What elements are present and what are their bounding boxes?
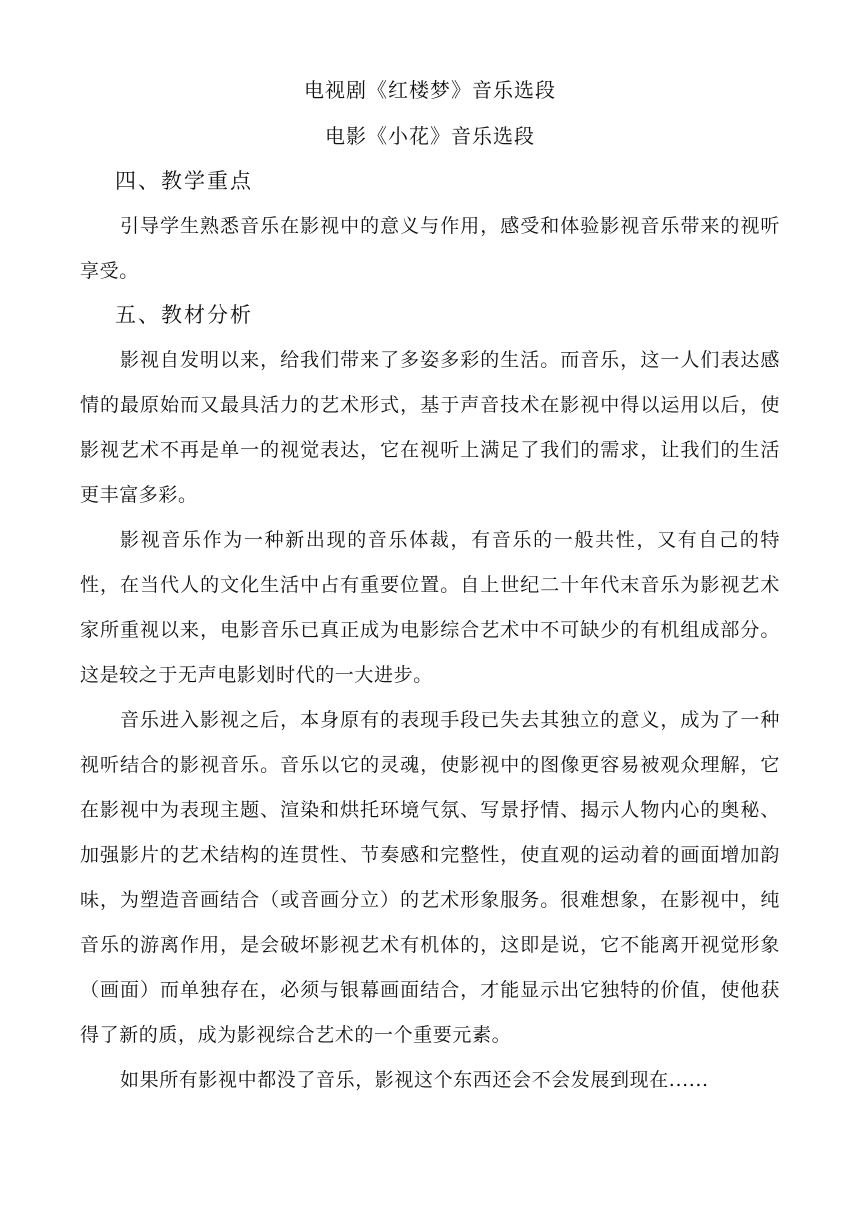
title-line-2: 电影《小花》音乐选段 [325,124,535,148]
section-5-paragraph-4: 如果所有影视中都没了音乐，影视这个东西还会不会发展到现在...... [120,1069,709,1091]
section-5-paragraph-3: 音乐进入影视之后，本身原有的表现手段已失去其独立的意义，成为了一种视听结合的影视音乐。音乐以它的灵魂，使影视中的图像更容易被观众理解，它在影视中为表现主题、渲染和烘托环境气氛、写景抒情、揭示人物内心的奥秘、加强影片的艺术结构的连贯性、节奏感和完整性，使直观的运动着的画面增加韵味，为塑造音画结合（或音画分立）的艺术形象服务。很难想象，在影视中，纯音乐的游离作用，是会破坏影视艺术有机体的，这即是说，它不能离开视觉形象（画面）而单独存在，必须与银幕画面结合，才能显示出它独特的价值，使他获得了新的质，成为影视综合艺术的一个重要元素。 [80,709,780,1046]
section-5-heading: 五、教材分析 [115,303,253,327]
section-5-paragraph-2: 影视音乐作为一种新出现的音乐体裁，有音乐的一般共性，又有自己的特性，在当代人的文化生活中占有重要位置。自上世纪二十年代末音乐为影视艺术家所重视以来，电影音乐已真正成为电影综合艺术中不可缺少的有机组成部分。这是较之于无声电影划时代的一大进步。 [80,529,780,686]
section-4-paragraph: 引导学生熟悉音乐在影视中的意义与作用，感受和体验影视音乐带来的视听享受。 [80,215,780,282]
section-5-paragraph-1: 影视自发明以来，给我们带来了多姿多彩的生活。而音乐，这一人们表达感情的最原始而又最具活力的艺术形式，基于声音技术在影视中得以运用以后，使影视艺术不再是单一的视觉表达，它在视听上满足了我们的需求，让我们的生活更丰富多彩。 [80,349,780,506]
title-line-1: 电视剧《红楼梦》音乐选段 [304,78,556,102]
section-4-heading: 四、教学重点 [115,169,253,193]
